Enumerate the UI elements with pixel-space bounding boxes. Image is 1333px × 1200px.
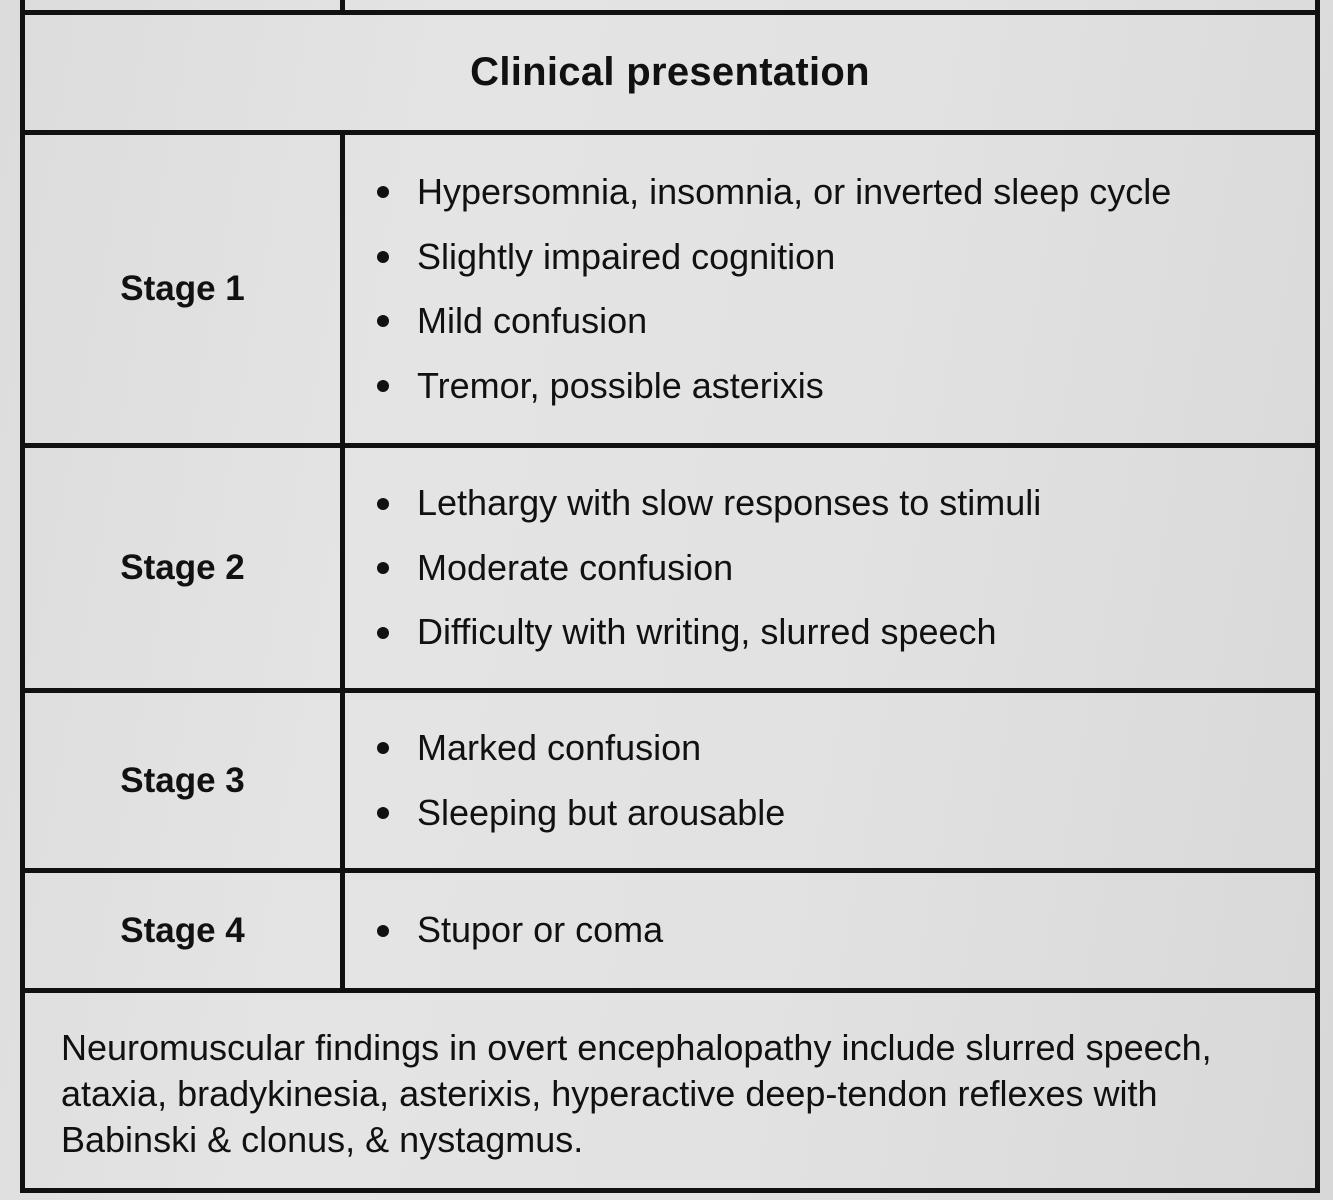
footnote-row	[25, 988, 1315, 1188]
bullet-icon	[377, 251, 389, 263]
symptom-text: Tremor, possible asterixis	[417, 364, 824, 406]
symptom-text: Sleeping but arousable	[417, 791, 786, 833]
stage-row-2	[25, 443, 1315, 688]
stage-label-cell	[25, 693, 345, 868]
stage-row-3	[25, 688, 1315, 868]
symptom-text: Slightly impaired cognition	[417, 235, 836, 277]
table-header-row	[25, 10, 1315, 130]
symptom-item	[377, 471, 1315, 536]
symptom-text: Difficulty with writing, slurred speech	[417, 611, 997, 653]
symptom-item	[377, 536, 1315, 601]
symptom-item	[377, 225, 1315, 290]
bullet-icon	[377, 186, 389, 198]
symptom-text: Lethargy with slow responses to stimuli	[417, 482, 1042, 524]
clinical-presentation-table	[20, 0, 1320, 1193]
symptom-list	[345, 471, 1315, 665]
symptom-item	[377, 600, 1315, 665]
stage-label: Stage 3	[120, 760, 245, 800]
table-title: Clinical presentation	[470, 50, 870, 94]
symptom-item	[377, 354, 1315, 419]
stage-symptoms-cell	[345, 135, 1315, 443]
stage-symptoms-cell	[345, 693, 1315, 868]
stage-symptoms-cell	[345, 448, 1315, 688]
symptom-text: Stupor or coma	[417, 909, 664, 951]
bullet-icon	[377, 562, 389, 574]
previous-row-fragment	[25, 0, 1315, 10]
stage-label-cell	[25, 135, 345, 443]
previous-row-right-cell	[345, 0, 1315, 10]
footnote-text: Neuromuscular findings in overt encephalopathy include slurred speech, ataxia, bradykinesia, asterixis, hyperactive deep-tendon reflexes with Babinski & clonus, & nystagmus.	[61, 1027, 1212, 1160]
stage-label-cell	[25, 873, 345, 988]
bullet-icon	[377, 627, 389, 639]
stage-label-cell	[25, 448, 345, 688]
bullet-icon	[377, 380, 389, 392]
symptom-item	[377, 289, 1315, 354]
symptom-item	[377, 781, 1315, 846]
symptom-text: Marked confusion	[417, 727, 702, 768]
symptom-list	[345, 160, 1315, 418]
symptom-item	[377, 716, 1315, 781]
stage-row-1	[25, 130, 1315, 443]
stage-label: Stage 1	[120, 269, 245, 308]
stage-label: Stage 4	[120, 910, 245, 950]
symptom-text: Mild confusion	[417, 300, 648, 341]
bullet-icon	[377, 925, 389, 937]
symptom-text: Moderate confusion	[417, 546, 734, 588]
bullet-icon	[377, 315, 389, 327]
symptom-text: Hypersomnia, insomnia, or inverted sleep cycle	[417, 171, 1172, 212]
symptom-list	[345, 898, 1315, 963]
stage-symptoms-cell	[345, 873, 1315, 988]
previous-row-left-cell	[25, 0, 345, 10]
symptom-item	[377, 160, 1315, 225]
bullet-icon	[377, 807, 389, 819]
stage-row-4	[25, 868, 1315, 988]
bullet-icon	[377, 742, 389, 754]
stage-label: Stage 2	[120, 548, 245, 587]
symptom-item	[377, 898, 1315, 963]
symptom-list	[345, 716, 1315, 845]
bullet-icon	[377, 498, 389, 510]
